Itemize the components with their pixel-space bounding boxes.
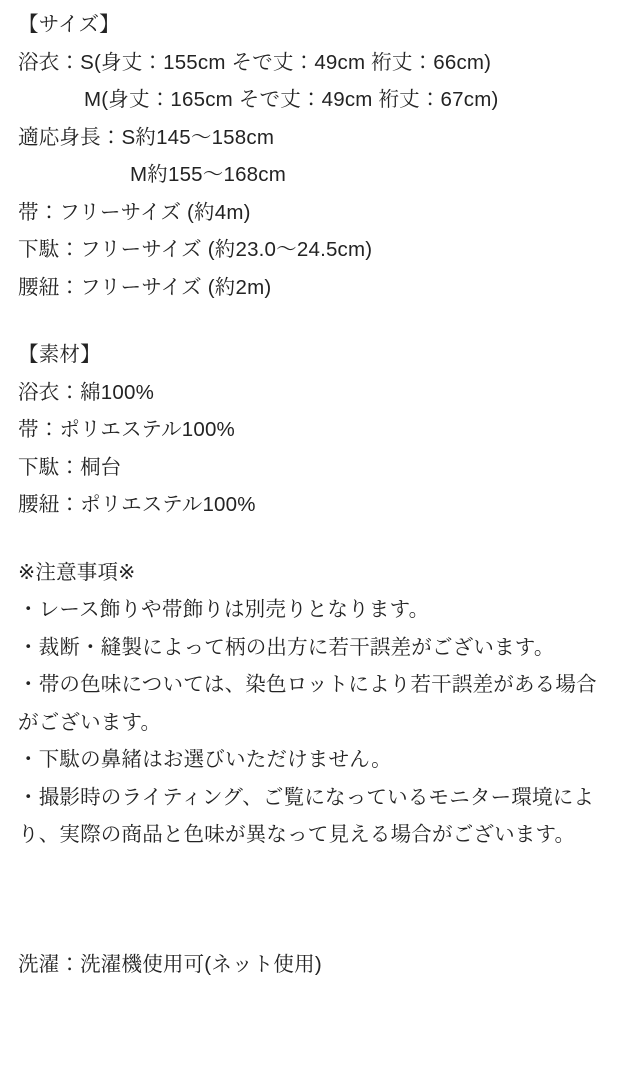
material-line-koshihimo: 腰紐：ポリエステル100% [18, 493, 256, 516]
spacer-after-size [18, 306, 611, 336]
notes-line-obi-color: ・帯の色味については、染色ロットにより若干誤差がある場合がございます。 [18, 673, 597, 734]
notes-section-heading: ※注意事項※ [18, 560, 136, 584]
washing-section [18, 946, 611, 984]
notes-line-cutting: ・裁断・縫製によって柄の出方に若干誤差がございます。 [18, 635, 555, 659]
size-line-yukata-m: M(身丈：165cm そで丈：49cm 裄丈：67cm) [84, 88, 499, 111]
material-line-obi: 帯：ポリエステル100% [18, 418, 235, 441]
size-line-geta: 下駄：フリーサイズ (約23.0〜24.5cm) [18, 238, 373, 261]
washing-line: 洗濯：洗濯機使用可(ネット使用) [18, 952, 322, 976]
material-section-heading: 【素材】 [18, 343, 101, 366]
size-line-obi: 帯：フリーサイズ (約4m) [18, 200, 251, 224]
size-line-yukata-s: 浴衣：S(身丈：155cm そで丈：49cm 裄丈：66cm) [18, 50, 492, 74]
size-line-height-s: 適応身長：S約145〜158cm [18, 125, 275, 149]
notes-line-lighting: ・撮影時のライティング、ご覧になっているモニター環境により、実際の商品と色味が異なって見える場合がございます。 [18, 785, 595, 846]
spacer-before-washing [18, 854, 611, 946]
size-section [18, 6, 611, 306]
material-section [18, 336, 611, 524]
material-line-yukata: 浴衣：綿100% [18, 380, 155, 404]
notes-line-accessories: ・レース飾りや帯飾りは別売りとなります。 [18, 598, 430, 621]
notes-section [18, 554, 611, 854]
size-line-koshihimo: 腰紐：フリーサイズ (約2m) [18, 275, 272, 299]
size-section-heading: 【サイズ】 [18, 13, 120, 36]
spacer-after-material [18, 524, 611, 554]
notes-line-hanao: ・下駄の鼻緒はお選びいただけません。 [18, 748, 392, 771]
size-line-height-m: M約155〜168cm [130, 163, 287, 186]
material-line-geta: 下駄：桐台 [18, 455, 122, 479]
